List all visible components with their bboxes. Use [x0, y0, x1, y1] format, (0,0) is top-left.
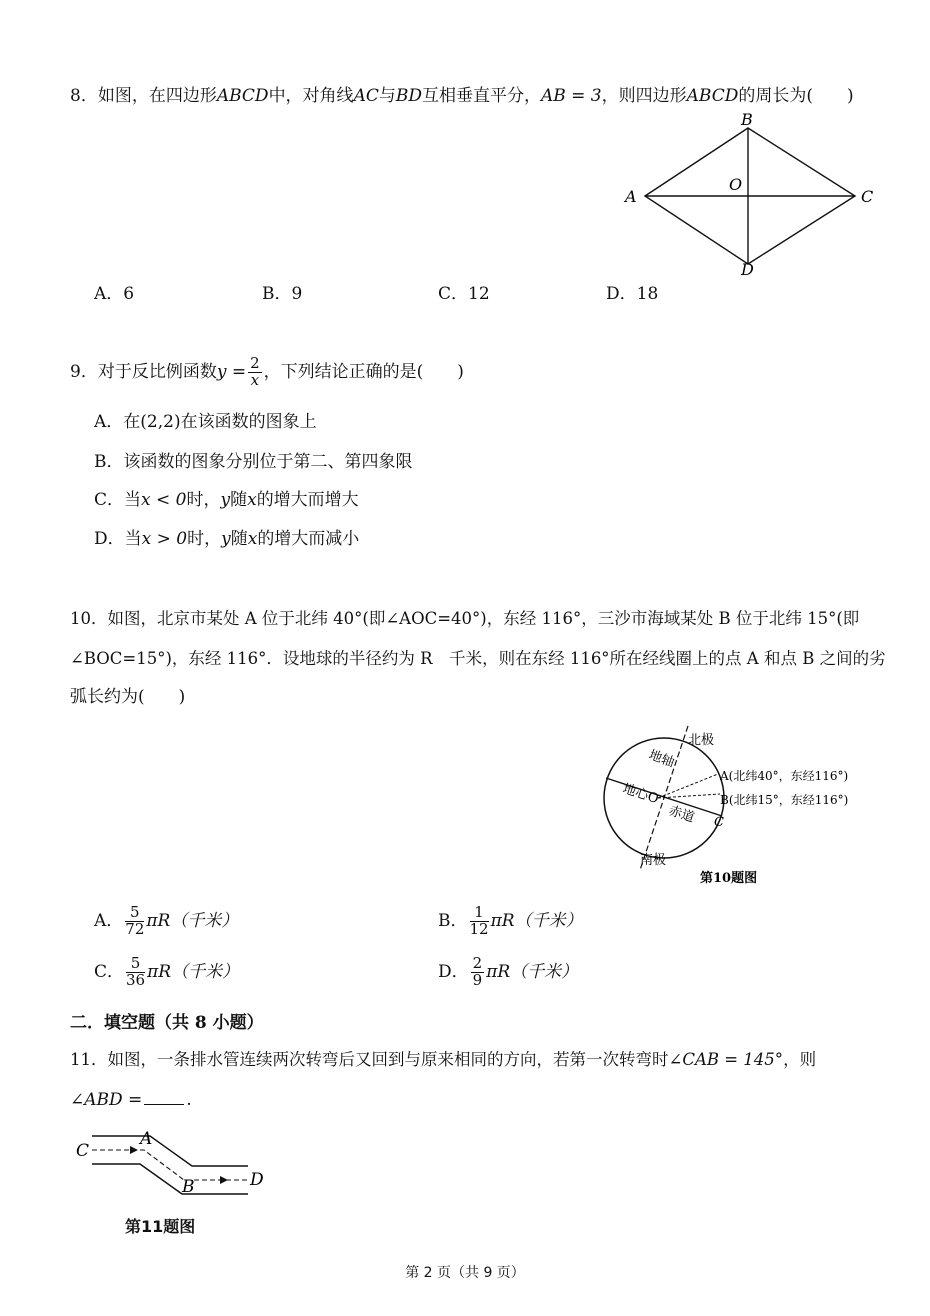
label-earth-axis: 地轴	[646, 747, 677, 771]
label-point-b: B(北纬15°，东经116°)	[720, 793, 849, 807]
q9-option-d[interactable]: D．当x > 0时，y随x的增大而减小	[94, 529, 360, 549]
pipe-label-b: B	[182, 1177, 195, 1197]
fraction-2-9: $\frac{2}{9}$	[472, 954, 483, 989]
q8-option-c[interactable]: C．12	[438, 284, 490, 304]
page-footer: 第 2 页（共 9 页）	[405, 1265, 525, 1281]
q10-option-c[interactable]: C． $\frac{5}{36}$ πR（千米）	[94, 954, 240, 989]
label-earth-center: 地心O	[620, 781, 661, 808]
label-d: D	[741, 260, 754, 279]
q10-option-b[interactable]: B． $\frac{1}{12}$ πR（千米）	[438, 903, 583, 938]
q8-option-b[interactable]: B．9	[262, 284, 303, 304]
pipe-centerline	[92, 1150, 248, 1180]
question-8-stem: 8．如图，在四边形ABCD中，对角线AC与BD互相垂直平分，AB = 3，则四边形ABCD的周长为( )	[70, 86, 854, 106]
question-9-stem: 9．对于反比例函数y = $\frac{2}{x}$ ，下列结论正确的是( )	[70, 354, 464, 389]
q8-option-a[interactable]: A．6	[94, 284, 135, 304]
label-equator: 赤道	[666, 803, 697, 826]
question-10-line-2: ∠BOC=15°)，东经 116°．设地球的半径约为 R 千米，则在东经 116°所在经线圈上的点 A 和点 B 之间的劣	[70, 649, 886, 668]
question-11-line-2: ∠ABD = .	[70, 1090, 192, 1110]
section-2-heading: 二．填空题（共 8 小题）	[70, 1013, 264, 1033]
pipe-label-a: A	[140, 1129, 153, 1149]
q9-option-b[interactable]: B．该函数的图象分别位于第二、第四象限	[94, 452, 413, 472]
equator-line	[606, 778, 722, 816]
q10-option-d[interactable]: D． $\frac{2}{9}$ πR（千米）	[438, 954, 579, 989]
pipe-upper-wall	[92, 1136, 248, 1166]
label-north-pole: 北极	[688, 733, 715, 748]
q10-option-a[interactable]: A． $\frac{5}{72}$ πR（千米）	[94, 903, 239, 938]
figure-11-caption: 第11题图	[125, 1217, 196, 1236]
question-10-line-3: 弧长约为( )	[70, 687, 186, 707]
fraction-5-72: $\frac{5}{72}$	[125, 903, 145, 938]
q9-option-a[interactable]: A．在(2,2)在该函数的图象上	[94, 412, 317, 432]
label-b: B	[741, 112, 753, 129]
rhombus-figure	[615, 112, 885, 282]
earth-figure	[600, 722, 900, 892]
q9-option-c[interactable]: C．当x < 0时，y随x的增大而增大	[94, 490, 359, 510]
arrow-toward-d	[220, 1176, 228, 1184]
fraction-5-36: $\frac{5}{36}$	[126, 954, 146, 989]
label-a: A	[625, 187, 637, 206]
arrow-at-a	[130, 1146, 138, 1154]
label-point-a: A(北纬40°，东经116°)	[720, 769, 849, 783]
question-11-line-1: 11．如图，一条排水管连续两次转弯后又回到与原来相同的方向，若第一次转弯时∠CAB = 145°，则	[70, 1050, 817, 1069]
label-point-c: C	[714, 815, 724, 830]
q8-option-d[interactable]: D．18	[606, 284, 659, 304]
pipe-figure	[70, 1126, 280, 1198]
label-o: O	[729, 175, 743, 194]
fraction-2-over-x: $\frac{2}{x}$	[250, 354, 260, 389]
label-c: C	[861, 187, 874, 206]
question-10-line-1: 10．如图，北京市某处 A 位于北纬 40°(即∠AOC=40°)，东经 116°，三沙市海域某处 B 位于北纬 15°(即	[70, 609, 860, 628]
figure-10-caption: 第10题图	[700, 871, 758, 886]
answer-blank[interactable]	[144, 1104, 184, 1105]
label-south-pole: 南极	[640, 853, 667, 868]
fraction-1-12: $\frac{1}{12}$	[469, 903, 489, 938]
pipe-label-d: D	[250, 1170, 264, 1190]
pipe-label-c: C	[76, 1141, 90, 1161]
